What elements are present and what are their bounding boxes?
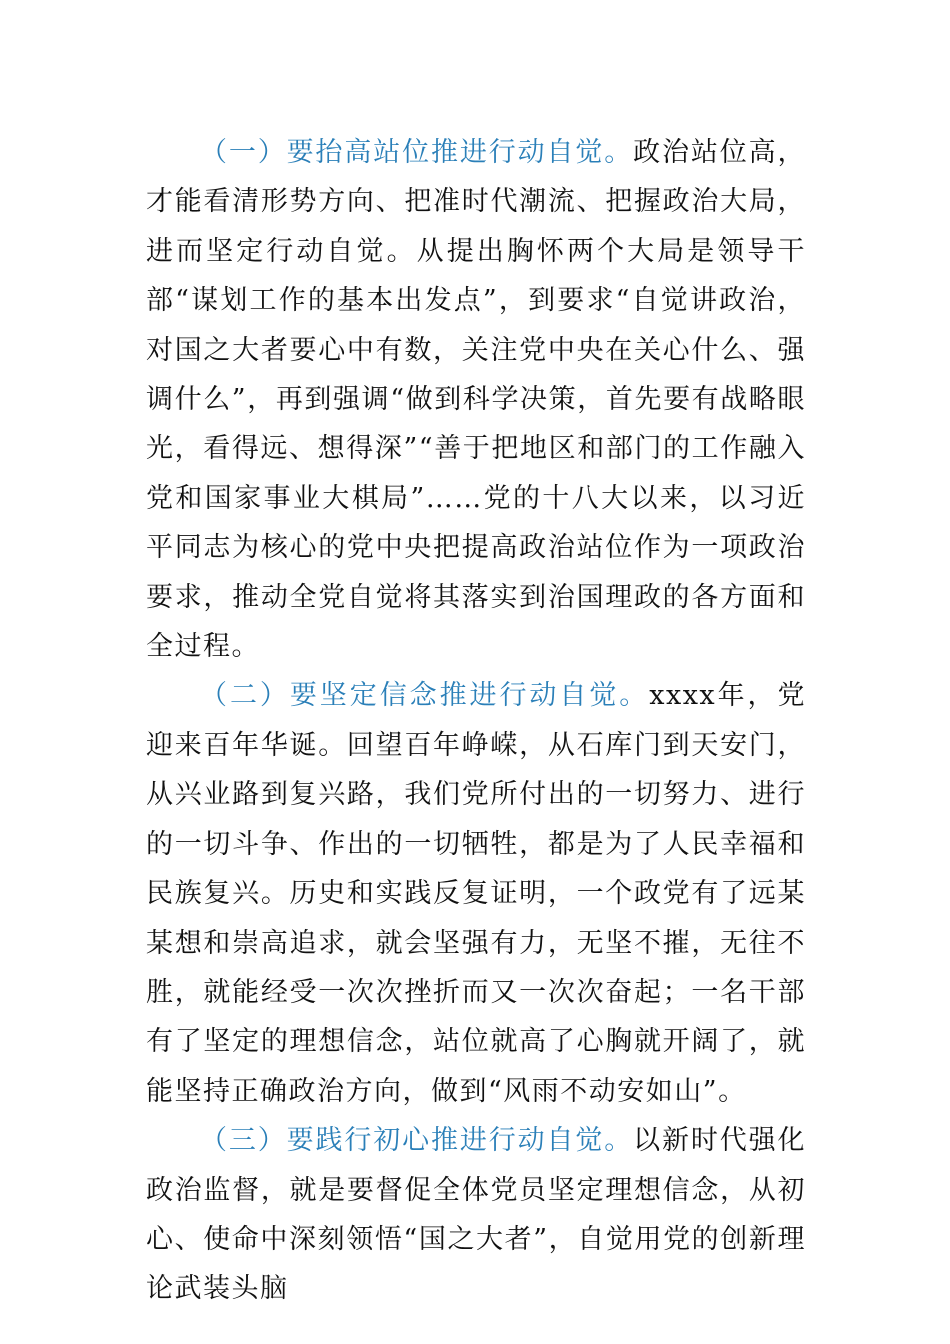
section-heading-2: （二）要坚定信念推进行动自觉。 [200, 680, 650, 712]
paragraph-2-text: xxxx年，党迎来百年华诞。回望百年峥嵘，从石库门到天安门，从兴业路到复兴路，我们党所付出的一切努力、进行的一切斗争、作出的一切牺牲，都是为了人民幸福和民族复兴。历史和实践反复证明，一个政党有了远某某想和崇高追求，就会坚强有力，无坚不摧，无往不胜，就能经受一次次挫折而又一次次奋起；一名干部有了坚定的理想信念，站位就高了心胸就开阔了，就能坚持正确政治方向，做到“风雨不动安如山”。 [146, 680, 806, 1107]
paragraph-3 [146, 1116, 806, 1314]
paragraph-1 [146, 128, 806, 671]
document-body [146, 128, 806, 1314]
section-heading-3: （三）要践行初心推进行动自觉。 [200, 1125, 634, 1157]
paragraph-2 [146, 671, 806, 1116]
paragraph-3-text: 以新时代强化政治监督，就是要督促全体党员坚定理想信念，从初心、使命中深刻领悟“国之大者”，自觉用党的创新理论武装头脑 [146, 1125, 806, 1305]
paragraph-1-text: 政治站位高，才能看清形势方向、把准时代潮流、把握政治大局，进而坚定行动自觉。从提出胸怀两个大局是领导干部“谋划工作的基本出发点”，到要求“自觉讲政治，对国之大者要心中有数，关注党中央在关心什么、强调什么”，再到强调“做到科学决策，首先要有战略眼光，看得远、想得深”“善于把地区和部门的工作融入党和国家事业大棋局”……党的十八大以来，以习近平同志为核心的党中央把提高政治站位作为一项政治要求，推动全党自觉将其落实到治国理政的各方面和全过程。 [146, 137, 806, 663]
section-heading-1: （一）要抬高站位推进行动自觉。 [200, 137, 634, 168]
